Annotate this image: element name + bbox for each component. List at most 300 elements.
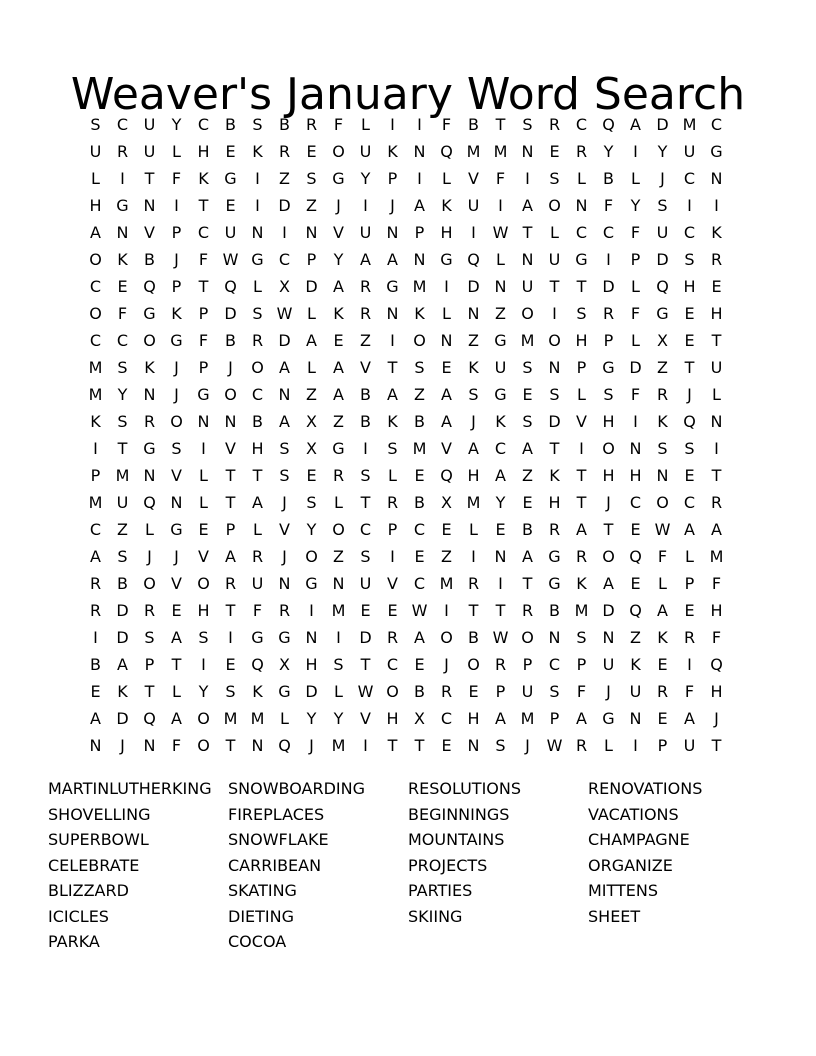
- word-list-item: CELEBRATE: [48, 855, 140, 875]
- grid-letter: J: [687, 385, 692, 404]
- word-list-item: BEGINNINGS: [408, 804, 510, 824]
- grid-letter: T: [225, 493, 236, 512]
- grid-letter: N: [224, 412, 237, 431]
- grid-letter: X: [657, 331, 668, 350]
- grid-letter: A: [684, 709, 695, 728]
- grid-letter: B: [360, 412, 371, 431]
- grid-letter: G: [548, 574, 561, 593]
- grid-letter: D: [224, 304, 237, 323]
- word-list-item: [588, 929, 768, 955]
- grid-letter: E: [414, 547, 425, 566]
- grid-letter: S: [306, 169, 317, 188]
- grid-letter: N: [548, 358, 561, 377]
- grid-letter: Z: [657, 358, 668, 377]
- grid-letter: K: [630, 655, 641, 674]
- grid-letter: U: [656, 223, 669, 242]
- grid-letter: T: [144, 682, 155, 701]
- grid-letter: K: [90, 412, 101, 431]
- grid-letter: S: [117, 412, 128, 431]
- grid-letter: N: [251, 736, 264, 755]
- grid-letter: U: [548, 250, 561, 269]
- grid-letter: K: [387, 412, 398, 431]
- grid-letter: C: [89, 520, 102, 539]
- grid-letter: E: [684, 331, 695, 350]
- grid-letter: J: [174, 250, 179, 269]
- grid-letter: N: [413, 250, 426, 269]
- grid-letter: R: [332, 466, 345, 485]
- grid-letter: G: [143, 304, 156, 323]
- grid-letter: L: [280, 709, 289, 728]
- grid-letter: I: [579, 439, 584, 458]
- grid-letter: A: [414, 628, 425, 647]
- grid-letter: P: [387, 520, 398, 539]
- grid-letter: A: [90, 223, 101, 242]
- grid-letter: H: [629, 466, 642, 485]
- grid-letter: T: [549, 439, 560, 458]
- grid-letter: N: [467, 304, 480, 323]
- grid-letter: P: [549, 709, 560, 728]
- grid-letter: E: [360, 601, 371, 620]
- grid-letter: P: [90, 466, 101, 485]
- grid-letter: I: [93, 628, 98, 647]
- grid-letter: B: [414, 412, 425, 431]
- grid-letter: Q: [467, 250, 480, 269]
- word-list-item: SKATING: [228, 881, 297, 900]
- grid-letter: K: [117, 682, 128, 701]
- grid-letter: H: [548, 493, 561, 512]
- grid-letter: D: [305, 682, 318, 701]
- grid-letter: C: [602, 223, 615, 242]
- grid-letter: S: [360, 547, 371, 566]
- grid-letter: T: [522, 223, 533, 242]
- grid-letter: P: [225, 520, 236, 539]
- grid-letter: T: [225, 466, 236, 485]
- grid-letter: Z: [414, 385, 425, 404]
- grid-letter: B: [603, 169, 614, 188]
- grid-letter: T: [711, 331, 722, 350]
- grid-letter: H: [602, 412, 615, 431]
- grid-letter: R: [359, 277, 372, 296]
- grid-letter: B: [252, 412, 263, 431]
- grid-letter: R: [683, 628, 696, 647]
- grid-letter: R: [143, 412, 156, 431]
- grid-letter: I: [417, 169, 422, 188]
- grid-letter: C: [683, 169, 696, 188]
- grid-letter: I: [444, 601, 449, 620]
- grid-letter: B: [225, 115, 236, 134]
- grid-letter: B: [414, 682, 425, 701]
- grid-letter: Z: [630, 628, 641, 647]
- grid-letter: I: [417, 115, 422, 134]
- grid-letter: C: [683, 493, 696, 512]
- grid-letter: H: [710, 682, 723, 701]
- grid-letter: A: [522, 196, 533, 215]
- grid-letter: D: [116, 628, 129, 647]
- grid-letter: H: [467, 466, 480, 485]
- grid-letter: E: [468, 682, 479, 701]
- grid-letter: U: [359, 574, 372, 593]
- grid-letter: P: [495, 682, 506, 701]
- word-list-item: BLIZZARD: [48, 881, 129, 900]
- grid-letter: S: [549, 169, 560, 188]
- grid-letter: I: [282, 223, 287, 242]
- grid-letter: E: [225, 142, 236, 161]
- grid-letter: A: [657, 601, 668, 620]
- grid-letter: Y: [495, 493, 506, 512]
- grid-letter: R: [467, 574, 480, 593]
- grid-letter: A: [630, 115, 641, 134]
- word-list-item: PROJECTS: [408, 855, 488, 875]
- grid-letter: T: [252, 466, 263, 485]
- grid-letter: G: [548, 547, 561, 566]
- grid-letter: Z: [306, 196, 317, 215]
- grid-letter: M: [682, 115, 697, 134]
- grid-letter: X: [306, 439, 317, 458]
- grid-letter: A: [495, 709, 506, 728]
- grid-letter: N: [575, 196, 588, 215]
- grid-letter: S: [279, 439, 290, 458]
- grid-letter: V: [171, 466, 182, 485]
- grid-letter: Q: [602, 115, 615, 134]
- grid-letter: Q: [683, 412, 696, 431]
- grid-letter: N: [305, 223, 318, 242]
- grid-letter: I: [363, 196, 368, 215]
- grid-letter: I: [201, 439, 206, 458]
- grid-letter: L: [199, 466, 208, 485]
- grid-letter: V: [360, 358, 371, 377]
- grid-letter: F: [630, 223, 641, 242]
- grid-letter: U: [602, 655, 615, 674]
- grid-letter: G: [332, 169, 345, 188]
- grid-letter: U: [359, 142, 372, 161]
- grid-letter: H: [467, 709, 480, 728]
- grid-letter: X: [306, 412, 317, 431]
- grid-letter: P: [414, 223, 425, 242]
- grid-letter: A: [333, 277, 344, 296]
- grid-letter: Y: [360, 169, 371, 188]
- grid-letter: V: [441, 439, 452, 458]
- grid-letter: M: [412, 439, 427, 458]
- word-list-item: PARTIES: [408, 881, 473, 900]
- grid-letter: C: [116, 115, 129, 134]
- grid-letter: E: [414, 655, 425, 674]
- grid-letter: E: [90, 682, 101, 701]
- grid-letter: M: [331, 601, 346, 620]
- grid-letter: R: [440, 682, 453, 701]
- word-list-item: FIREPLACES: [228, 804, 325, 824]
- grid-letter: Q: [440, 142, 453, 161]
- grid-letter: V: [198, 547, 209, 566]
- grid-letter: I: [363, 439, 368, 458]
- grid-letter: S: [360, 466, 371, 485]
- grid-letter: X: [279, 655, 290, 674]
- grid-letter: Q: [143, 277, 156, 296]
- grid-letter: N: [440, 331, 453, 350]
- word-list-item: MITTENS: [588, 881, 659, 900]
- grid-letter: P: [198, 304, 209, 323]
- grid-letter: R: [224, 574, 237, 593]
- grid-letter: D: [656, 115, 669, 134]
- grid-letter: H: [305, 655, 318, 674]
- grid-letter: G: [278, 628, 291, 647]
- grid-letter: A: [171, 709, 182, 728]
- grid-letter: E: [441, 736, 452, 755]
- grid-letter: M: [115, 466, 130, 485]
- grid-letter: A: [333, 385, 344, 404]
- grid-letter: S: [522, 358, 533, 377]
- grid-letter: T: [495, 115, 506, 134]
- grid-letter: S: [522, 115, 533, 134]
- grid-letter: E: [117, 277, 128, 296]
- grid-letter: A: [90, 709, 101, 728]
- grid-letter: T: [603, 520, 614, 539]
- word-list-item: [408, 929, 588, 955]
- grid-letter: R: [359, 304, 372, 323]
- grid-letter: T: [387, 358, 398, 377]
- grid-letter: C: [494, 439, 507, 458]
- grid-letter: Y: [333, 250, 344, 269]
- grid-letter: E: [684, 304, 695, 323]
- grid-letter: V: [171, 574, 182, 593]
- grid-letter: E: [414, 466, 425, 485]
- grid-letter: R: [656, 385, 669, 404]
- grid-letter: W: [276, 304, 293, 323]
- grid-letter: Z: [333, 547, 344, 566]
- grid-letter: D: [656, 250, 669, 269]
- grid-letter: L: [631, 277, 640, 296]
- grid-letter: C: [197, 115, 210, 134]
- grid-letter: I: [255, 169, 260, 188]
- grid-letter: J: [606, 493, 611, 512]
- grid-letter: I: [471, 223, 476, 242]
- grid-letter: D: [359, 628, 372, 647]
- grid-letter: A: [90, 547, 101, 566]
- grid-letter: J: [282, 547, 287, 566]
- grid-letter: Z: [441, 547, 452, 566]
- grid-letter: S: [414, 358, 425, 377]
- grid-letter: N: [386, 223, 399, 242]
- grid-letter: S: [198, 628, 209, 647]
- grid-letter: N: [521, 142, 534, 161]
- word-list-item: SKIING: [408, 906, 463, 926]
- grid-letter: F: [198, 331, 209, 350]
- grid-letter: J: [525, 736, 530, 755]
- grid-letter: C: [413, 520, 426, 539]
- grid-letter: G: [224, 169, 237, 188]
- grid-letter: O: [548, 331, 561, 350]
- grid-letter: R: [116, 142, 129, 161]
- grid-letter: E: [495, 520, 506, 539]
- grid-letter: S: [576, 304, 587, 323]
- grid-letter: V: [387, 574, 398, 593]
- grid-letter: T: [576, 493, 587, 512]
- grid-letter: N: [494, 547, 507, 566]
- grid-letter: A: [387, 250, 398, 269]
- grid-letter: T: [144, 169, 155, 188]
- grid-letter: B: [414, 493, 425, 512]
- grid-letter: R: [575, 142, 588, 161]
- grid-letter: C: [251, 385, 264, 404]
- grid-letter: J: [336, 196, 341, 215]
- grid-letter: J: [174, 547, 179, 566]
- word-list-item: MARTINLUTHERKING: [48, 779, 212, 798]
- grid-letter: N: [629, 709, 642, 728]
- grid-letter: S: [333, 655, 344, 674]
- grid-letter: M: [709, 547, 724, 566]
- grid-letter: G: [575, 250, 588, 269]
- grid-letter: I: [714, 196, 719, 215]
- grid-letter: C: [575, 223, 588, 242]
- grid-letter: N: [494, 277, 507, 296]
- grid-letter: M: [331, 736, 346, 755]
- grid-letter: U: [683, 736, 696, 755]
- grid-letter: O: [467, 655, 480, 674]
- grid-letter: R: [494, 655, 507, 674]
- grid-letter: E: [522, 493, 533, 512]
- grid-letter: L: [604, 736, 613, 755]
- grid-letter: C: [683, 223, 696, 242]
- grid-letter: L: [307, 358, 316, 377]
- grid-letter: N: [305, 628, 318, 647]
- grid-letter: H: [251, 439, 264, 458]
- page-title: Weaver's January Word Search: [70, 69, 746, 121]
- grid-letter: N: [332, 574, 345, 593]
- grid-letter: F: [495, 169, 506, 188]
- grid-letter: T: [360, 493, 371, 512]
- grid-letter: M: [520, 709, 535, 728]
- grid-letter: Q: [629, 601, 642, 620]
- grid-letter: K: [576, 574, 587, 593]
- grid-letter: Y: [306, 520, 317, 539]
- grid-letter: M: [88, 493, 103, 512]
- grid-letter: Z: [495, 304, 506, 323]
- grid-letter: G: [251, 628, 264, 647]
- grid-letter: K: [711, 223, 722, 242]
- grid-letter: P: [171, 277, 182, 296]
- grid-letter: Y: [630, 196, 641, 215]
- grid-letter: P: [657, 736, 668, 755]
- word-list-item: RESOLUTIONS: [408, 779, 522, 798]
- grid-letter: C: [575, 115, 588, 134]
- grid-letter: D: [467, 277, 480, 296]
- grid-letter: D: [602, 601, 615, 620]
- grid-letter: L: [91, 169, 100, 188]
- grid-letter: B: [117, 574, 128, 593]
- grid-letter: E: [387, 601, 398, 620]
- grid-letter: K: [252, 142, 263, 161]
- grid-letter: E: [549, 142, 560, 161]
- grid-letter: U: [89, 142, 102, 161]
- grid-letter: P: [144, 655, 155, 674]
- grid-letter: E: [684, 601, 695, 620]
- grid-letter: B: [279, 115, 290, 134]
- grid-letter: G: [494, 331, 507, 350]
- grid-letter: M: [88, 358, 103, 377]
- word-list-item: MOUNTAINS: [408, 830, 505, 849]
- grid-letter: K: [387, 142, 398, 161]
- grid-letter: M: [412, 277, 427, 296]
- grid-letter: A: [576, 709, 587, 728]
- grid-letter: N: [197, 412, 210, 431]
- grid-letter: N: [413, 142, 426, 161]
- grid-letter: L: [685, 547, 694, 566]
- grid-letter: X: [279, 277, 290, 296]
- grid-letter: J: [660, 169, 665, 188]
- grid-letter: O: [521, 304, 534, 323]
- grid-letter: O: [143, 331, 156, 350]
- grid-letter: P: [306, 250, 317, 269]
- word-list-item: VACATIONS: [588, 804, 679, 824]
- grid-letter: A: [333, 358, 344, 377]
- grid-letter: T: [468, 601, 479, 620]
- grid-letter: L: [253, 520, 262, 539]
- grid-letter: B: [522, 520, 533, 539]
- grid-letter: O: [440, 628, 453, 647]
- grid-letter: I: [444, 277, 449, 296]
- grid-letter: A: [441, 385, 452, 404]
- grid-letter: S: [117, 547, 128, 566]
- grid-letter: C: [386, 655, 399, 674]
- grid-letter: I: [714, 439, 719, 458]
- grid-letter: Z: [306, 385, 317, 404]
- grid-letter: A: [468, 439, 479, 458]
- word-list-item: COCOA: [228, 932, 287, 951]
- grid-letter: E: [306, 142, 317, 161]
- grid-letter: T: [198, 196, 209, 215]
- grid-letter: E: [630, 574, 641, 593]
- grid-letter: W: [546, 736, 563, 755]
- grid-letter: M: [466, 142, 481, 161]
- grid-letter: L: [334, 682, 343, 701]
- grid-letter: C: [116, 331, 129, 350]
- grid-letter: W: [492, 223, 509, 242]
- grid-letter: O: [143, 574, 156, 593]
- grid-letter: Z: [117, 520, 128, 539]
- grid-letter: E: [225, 196, 236, 215]
- grid-letter: E: [441, 520, 452, 539]
- grid-letter: N: [521, 250, 534, 269]
- grid-letter: G: [116, 196, 129, 215]
- grid-letter: R: [386, 628, 399, 647]
- grid-letter: L: [334, 493, 343, 512]
- grid-letter: D: [278, 196, 291, 215]
- grid-letter: O: [197, 709, 210, 728]
- grid-letter: F: [657, 547, 668, 566]
- grid-letter: N: [251, 223, 264, 242]
- grid-letter: E: [657, 709, 668, 728]
- grid-letter: R: [278, 142, 291, 161]
- grid-letter: A: [576, 520, 587, 539]
- grid-letter: K: [657, 628, 668, 647]
- grid-letter: M: [439, 574, 454, 593]
- grid-letter: C: [278, 250, 291, 269]
- grid-letter: I: [525, 169, 530, 188]
- grid-letter: A: [522, 547, 533, 566]
- grid-letter: U: [467, 196, 480, 215]
- grid-letter: L: [631, 331, 640, 350]
- word-list-item: RENOVATIONS: [588, 779, 703, 798]
- word-list-item: CARRIBEAN: [228, 855, 322, 875]
- grid-letter: D: [602, 277, 615, 296]
- grid-letter: A: [387, 385, 398, 404]
- grid-letter: U: [710, 358, 723, 377]
- grid-letter: I: [687, 196, 692, 215]
- grid-letter: Q: [224, 277, 237, 296]
- grid-letter: S: [576, 628, 587, 647]
- grid-letter: H: [602, 466, 615, 485]
- grid-letter: P: [522, 655, 533, 674]
- grid-letter: G: [170, 520, 183, 539]
